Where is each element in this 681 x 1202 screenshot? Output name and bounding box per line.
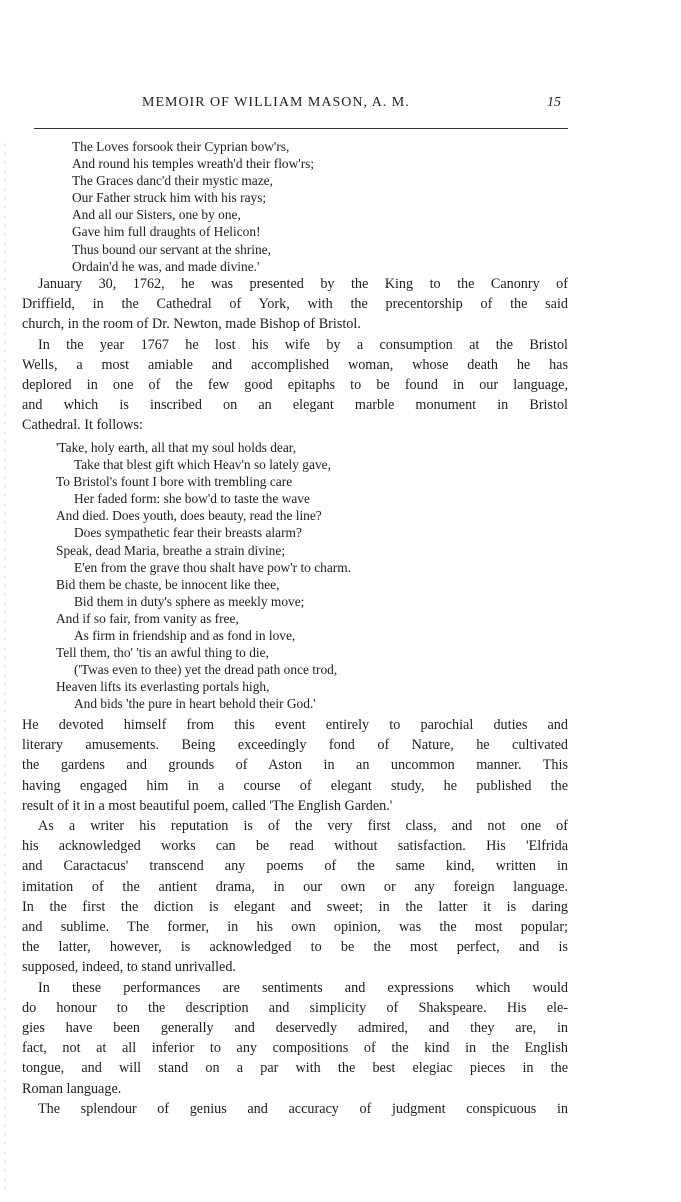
- header-rule: [34, 128, 568, 129]
- verse-line: And round his temples wreath'd their flow'rs;: [72, 156, 315, 172]
- text-line: imitation of the antient drama, in our own or any foreign language.: [22, 878, 568, 895]
- text-line: result of it in a most beautiful poem, called 'The English Garden.': [22, 797, 393, 814]
- text-line: supposed, indeed, to stand unrivalled.: [22, 959, 236, 976]
- text-line: He devoted himself from this event entirely to parochial duties and: [22, 717, 568, 733]
- verse-line: 'Take, holy earth, all that my soul holds dear,: [56, 440, 297, 455]
- verse-line: Speak, dead Maria, breathe a strain divine;: [56, 542, 286, 558]
- verse-line: ('Twas even to thee) yet the dread path once trod,: [74, 662, 338, 678]
- verse-line: Heaven lifts its everlasting portals high,: [56, 679, 270, 695]
- verse-line: Tell them, tho' 'tis an awful thing to die,: [56, 645, 269, 661]
- verse-line: And all our Sisters, one by one,: [72, 207, 241, 223]
- verse-line: Ordain'd he was, and made divine.': [72, 258, 260, 274]
- text-line: and which is inscribed on an elegant marble monument in Bristol: [22, 397, 568, 414]
- text-line: deplored in one of the few good epitaphs to be found in our language,: [22, 377, 568, 394]
- text-line: In the first the diction is elegant and sweet; in the latter it is daring: [22, 898, 568, 915]
- verse-line: Bid them be chaste, be innocent like thee,: [56, 576, 280, 592]
- verse-line: Our Father struck him with his rays;: [72, 190, 267, 206]
- text-line: In the year 1767 he lost his wife by a consumption at the Bristol: [38, 336, 568, 353]
- verse-quotation: [72, 138, 314, 275]
- text-line: and Caractacus' transcend any poems of the same kind, written in: [22, 858, 568, 875]
- text-line: Driffield, in the Cathedral of York, with the precentorship of the said: [22, 296, 568, 313]
- text-line: In these performances are sentiments and expressions which would: [38, 979, 568, 996]
- text-line: his acknowledged works can be read without satisfaction. His 'Elfrida: [22, 838, 568, 855]
- verse-line: And if so fair, from vanity as free,: [56, 610, 239, 626]
- body-text-lower: [22, 715, 568, 1119]
- verse-line: The Graces danc'd their mystic maze,: [72, 173, 273, 189]
- verse-line: And died. Does youth, does beauty, read the line?: [56, 508, 322, 524]
- verse-line: Thus bound our servant at the shrine,: [72, 241, 271, 257]
- verse-line: And bids 'the pure in heart behold their God.': [74, 696, 316, 712]
- text-line: January 30, 1762, he was presented by the King to the Canonry of: [38, 276, 568, 292]
- verse-line: To Bristol's fount I bore with trembling care: [56, 474, 293, 490]
- verse-line: The Loves forsook their Cyprian bow'rs,: [72, 139, 290, 154]
- text-line: Roman language.: [22, 1080, 122, 1097]
- verse-line: E'en from the grave thou shalt have pow'r to charm.: [74, 559, 352, 575]
- text-line: the latter, however, is acknowledged to be the most perfect, and is: [22, 939, 568, 956]
- text-line: the gardens and grounds of Aston in an uncommon manner. This: [22, 757, 568, 774]
- running-header: MEMOIR OF WILLIAM MASON, A. M.: [142, 95, 410, 110]
- text-line: literary amusements. Being exceedingly fond of Nature, he cultivated: [22, 737, 568, 754]
- verse-line: Take that blest gift which Heav'n so lately gave,: [74, 457, 331, 473]
- text-line: As a writer his reputation is of the very first class, and not one of: [38, 818, 568, 835]
- verse-line: Bid them in duty's sphere as meekly move;: [74, 593, 305, 609]
- text-line: gies have been generally and deservedly admired, and they are, in: [22, 1020, 568, 1037]
- text-line: having engaged him in a course of elegant study, he published the: [22, 777, 568, 794]
- text-line: do honour to the description and simplicity of Shakspeare. His ele-: [22, 999, 568, 1016]
- text-line: fact, not at all inferior to any compositions of the kind in the English: [22, 1040, 568, 1057]
- text-line: tongue, and will stand on a par with the best elegiac pieces in the: [22, 1060, 568, 1077]
- page-number: 15: [547, 95, 561, 110]
- body-text-upper: [22, 274, 568, 436]
- verse-line: Her faded form: she bow'd to taste the wave: [74, 491, 310, 507]
- verse-line: Does sympathetic fear their breasts alarm?: [74, 525, 302, 541]
- text-line: and sublime. The former, in his own opinion, was the most popular;: [22, 919, 568, 936]
- verse-line: Gave him full draughts of Helicon!: [72, 224, 261, 240]
- text-line: Cathedral. It follows:: [22, 417, 143, 434]
- page-edge-speckle: [2, 140, 8, 1190]
- epitaph-verse: [56, 439, 351, 713]
- text-line: Wells, a most amiable and accomplished woman, whose death he has: [22, 356, 568, 373]
- text-line: The splendour of genius and accuracy of judgment conspicuous in: [38, 1100, 568, 1117]
- verse-line: As firm in friendship and as fond in love,: [74, 628, 296, 644]
- text-line: church, in the room of Dr. Newton, made Bishop of Bristol.: [22, 316, 361, 333]
